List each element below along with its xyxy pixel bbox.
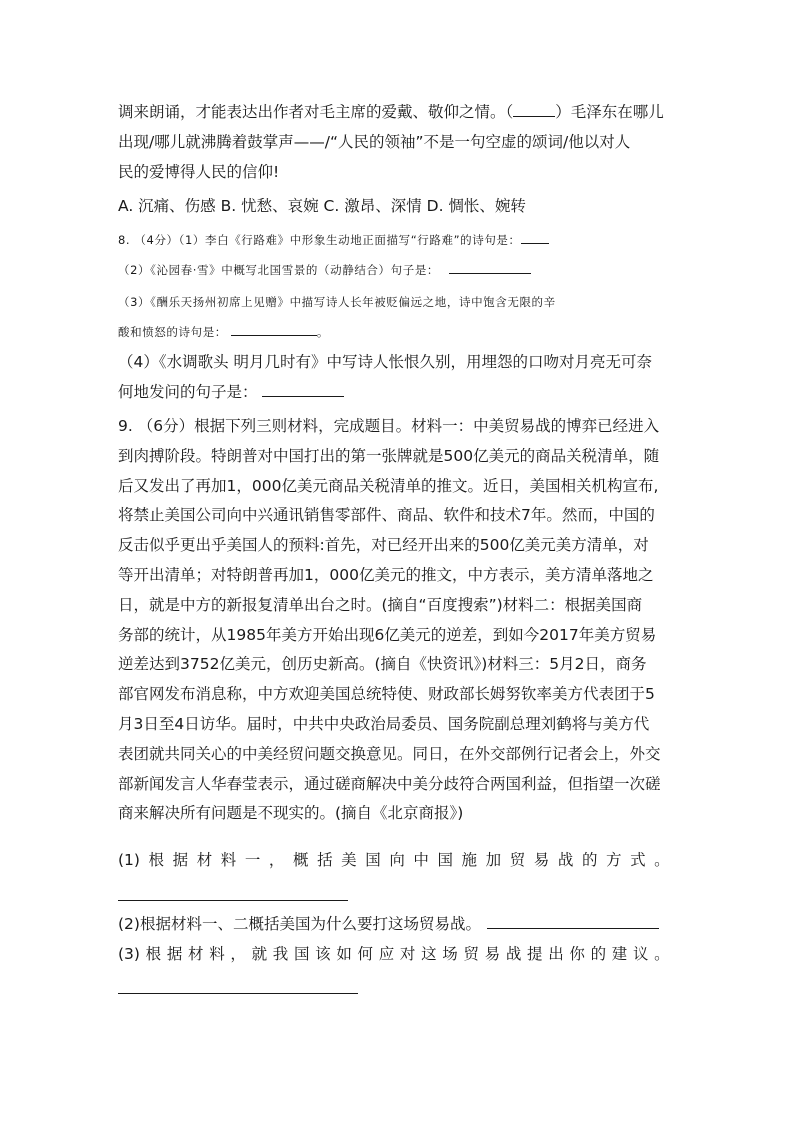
q8-line-1	[118, 228, 549, 252]
q7-line-3: 民的爱博得人民的信仰!	[118, 163, 280, 181]
q9-material-line: 将禁止美国公司向中兴通讯销售零部件、商品、软件和技术7年。然而，中国的	[118, 506, 655, 525]
q9-sub3-char: 应	[378, 945, 395, 963]
q9-sub1-char: 概	[293, 851, 309, 869]
q9-sub2	[118, 912, 659, 936]
q9-material-line: 商来解决所有问题是不现实的。(摘自《北京商报》)	[118, 804, 464, 823]
q9-material-line: 日，就是中方的新报复清单出台之时。(摘自“百度搜索”)材料二：根据美国商	[118, 595, 643, 614]
q9-sub1-char: 材	[196, 851, 213, 869]
q9-sub1-char: 国	[437, 851, 453, 869]
q9-sub1-char: 式	[630, 851, 646, 869]
q9-material-line: 表团就共同关心的中美经贸问题交换意见。同日，在外交部例行记者会上，外交	[118, 744, 661, 763]
q9-sub3-char: 提	[527, 945, 543, 963]
q9-material-line: 后又发出了再加1，000亿美元商品关税清单的推文。近日，美国相关机构宣布,	[118, 476, 659, 495]
q9-sub1-char: 根	[148, 851, 165, 869]
q9-sub1-char: 加	[485, 851, 502, 869]
q9-sub3-char: 据	[166, 945, 183, 963]
q9-sub3-char: 根	[145, 945, 162, 963]
q8-blank-3	[231, 323, 317, 336]
q9-sub2-answer-blank	[487, 912, 659, 929]
q9-sub3-char: 贸	[463, 945, 479, 963]
q9-sub1-answer-line	[118, 900, 348, 901]
q9-sub3-char: 你	[569, 945, 585, 963]
q9-sub1-char: (1)	[118, 851, 140, 869]
q7-answer-blank	[513, 100, 555, 117]
q9-material-line: 务部的统计，从1985年美方开始出现6亿美元的逆差，到如今2017年美方贸易	[118, 625, 657, 644]
q9-sub1-char: ，	[268, 851, 285, 869]
q9-sub1-char: 美	[341, 851, 357, 869]
q9-sub3-char: 我	[272, 945, 289, 963]
q9-sub3-char: 。	[654, 945, 670, 963]
q9-material-line: 逆差达到3752亿美元，创历史新高。(摘自《快资讯》)材料三：5月2日，商务	[118, 655, 647, 674]
q9-sub1-char: 一	[244, 851, 261, 869]
q9-material-line: 反击似乎更出乎美国人的预料:首先，对已经开出来的500亿美元美方清单，对	[118, 536, 649, 555]
q8-blank-4	[262, 380, 344, 397]
q9-sub1-char: 国	[365, 851, 381, 869]
q9-sub3-answer-line	[118, 993, 358, 994]
q8-line-4-text: 酸和愤怒的诗句是：	[118, 325, 227, 339]
q9-material-line: 等开出清单；对特朗普再加1，000亿美元的推文，中方表示，美方清单落地之	[118, 566, 654, 584]
q9-sub3-char: 建	[611, 945, 628, 963]
q9-sub3-char: 如	[336, 945, 352, 963]
q9-sub3-char: 易	[484, 945, 501, 963]
q8-line-4-end: 。	[316, 325, 330, 339]
q9-sub3-char: 战	[505, 945, 522, 963]
q9-sub3-char: (3)	[118, 945, 140, 963]
q9-sub1-char: 向	[389, 851, 405, 869]
q9-sub1-char: 料	[220, 851, 237, 869]
q9-material-line: 月3日至4日访华。届时，中共中央政治局委员、国务院副总理刘鹤将与美方代	[118, 715, 650, 733]
q9-sub3-char: 料	[209, 945, 225, 963]
q9-sub1-char: 易	[533, 851, 550, 869]
q9-sub1-char: 中	[413, 851, 429, 869]
q7-line-1-text-b: ）毛泽东在哪儿	[555, 103, 664, 121]
q9-sub1-char: 括	[317, 851, 333, 869]
q9-sub1-char: 的	[581, 851, 598, 869]
q9-sub1-char: 据	[172, 851, 189, 869]
q9-sub3-char: 何	[357, 945, 374, 963]
q7-line-1	[118, 100, 664, 124]
q8-line-1-text: 8. （4分）（1）李白《行路难》中形象生动地正面描写“行路难”的诗句是：	[118, 233, 521, 247]
q9-material-line: 到肉搏阶段。特朗普对中国打出的第一张牌就是500亿美元的商品关税清单，随	[118, 446, 660, 465]
q9-sub1-char: 战	[557, 851, 574, 869]
q9-material-line: 部新闻发言人华春莹表示，通过磋商解决中美分歧符合两国利益，但指望一次磋	[118, 774, 661, 793]
q8-line-2-text: （2）《沁园春·雪》中概写北国雪景的（动静结合）句子是：	[118, 263, 440, 277]
q8-line-4	[118, 320, 329, 344]
q9-sub3	[118, 942, 670, 966]
q9-sub3-char: 场	[442, 945, 458, 963]
q9-material-line: 部官网发布消息称，中方欢迎美国总统特使、财政部长姆努钦率美方代表团于5	[118, 685, 655, 704]
q9-sub3-char: 就	[251, 945, 268, 963]
q9-sub1-char: 贸	[509, 851, 526, 869]
q9-sub1	[118, 848, 670, 872]
q9-sub3-char: 议	[632, 945, 649, 963]
q9-sub3-char: 该	[315, 945, 331, 963]
q8-line-6-text: 何地发问的句子是：	[118, 383, 258, 401]
q9-material-line: 9. （6分）根据下列三则材料，完成题目。材料一：中美贸易战的博弈已经进入	[118, 417, 660, 435]
q9-sub2-text: (2)根据材料一、二概括美国为什么要打这场贸易战。	[118, 915, 481, 933]
q9-sub3-char: 国	[293, 945, 310, 963]
q8-blank-2	[449, 261, 531, 274]
q9-sub1-char: 施	[461, 851, 478, 869]
q9-sub3-char: 对	[399, 945, 416, 963]
q9-sub1-char: 。	[654, 851, 670, 869]
q7-line-1-text-a: 调来朗诵，才能表达出作者对毛主席的爱戴、敬仰之情。（	[118, 103, 514, 121]
q8-blank-1	[521, 231, 549, 244]
q9-sub3-char: ，	[230, 945, 246, 963]
q9-sub3-char: 的	[590, 945, 607, 963]
q8-line-6	[118, 380, 344, 404]
q8-line-2	[118, 258, 531, 282]
q7-line-2: 出现/哪儿就沸腾着鼓掌声——/“人民的领袖”不是一句空虚的颂词/他以对人	[118, 133, 631, 151]
q9-sub3-char: 材	[188, 945, 204, 963]
q8-line-3: （3）《酬乐天扬州初席上见赠》中描写诗人长年被贬偏远之地，诗中饱含无限的辛	[118, 295, 556, 309]
q7-options: A. 沉痛、伤感 B. 忧愁、哀婉 C. 激昂、深情 D. 惆怅、婉转	[118, 197, 526, 215]
q9-sub3-char: 出	[548, 945, 564, 963]
q8-line-5: （4）《水调歌头 明月几时有》中写诗人怅恨久别，用埋怨的口吻对月亮无可奈	[118, 353, 653, 371]
q9-sub1-char: 方	[606, 851, 622, 869]
q9-sub3-char: 这	[421, 945, 437, 963]
